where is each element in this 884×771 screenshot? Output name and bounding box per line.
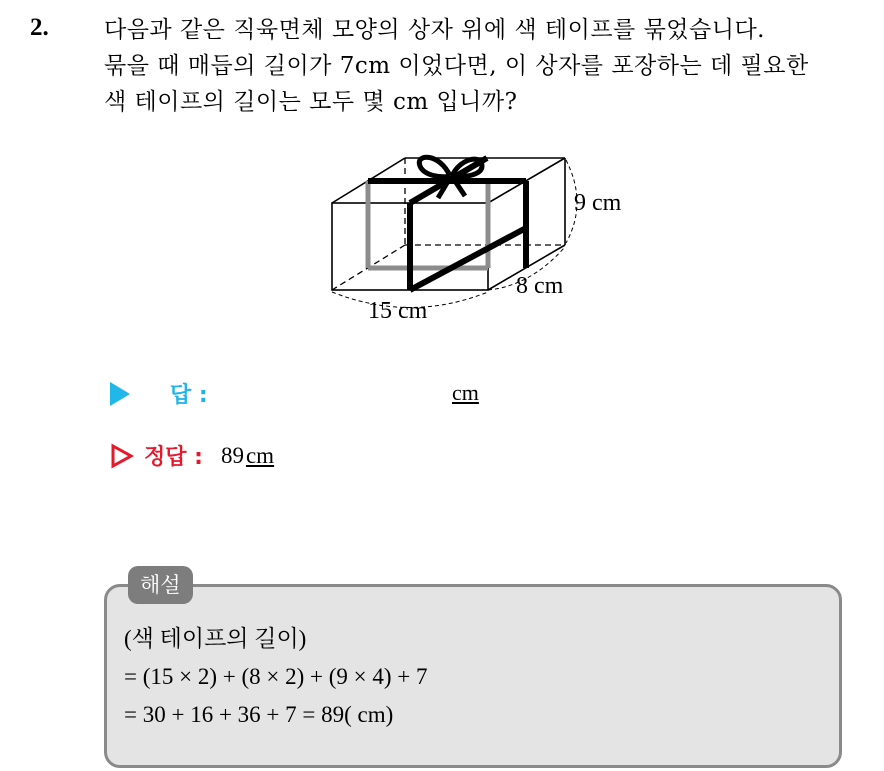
question-text [104,12,874,120]
play-marker-icon [110,382,130,406]
question-number: 2. [30,14,49,41]
correct-answer-row [110,440,274,471]
question-line: 색 테이프의 길이는 모두 몇 cm 입니까? [104,89,518,115]
explanation-text [124,620,428,734]
explanation-line: = 30 + 16 + 36 + 7 = 89( cm) [124,702,394,727]
correct-value: 89 [220,442,244,468]
depth-label: 8 cm [516,273,564,299]
question-line: 묶을 때 매듭의 길이가 7cm 이었다면, 이 상자를 포장하는 데 필요한 [104,53,809,79]
answer-row [110,378,208,409]
answer-label: 답 : [170,383,208,408]
gift-box-figure [320,148,660,328]
answer-unit: cm [452,380,479,405]
explanation-tab: 해설 [128,566,193,604]
question-line: 다음과 같은 직육면체 모양의 상자 위에 색 테이프를 묶었습니다. [104,17,765,43]
outline-triangle-icon [110,443,134,469]
width-label: 15 cm [368,298,428,324]
height-label: 9 cm [574,190,622,216]
explanation-line: = (15 × 2) + (8 × 2) + (9 × 4) + 7 [124,664,428,689]
correct-label: 정답 : [144,445,203,470]
correct-unit: cm [245,442,275,468]
explanation-line: (색 테이프의 길이) [124,626,307,651]
